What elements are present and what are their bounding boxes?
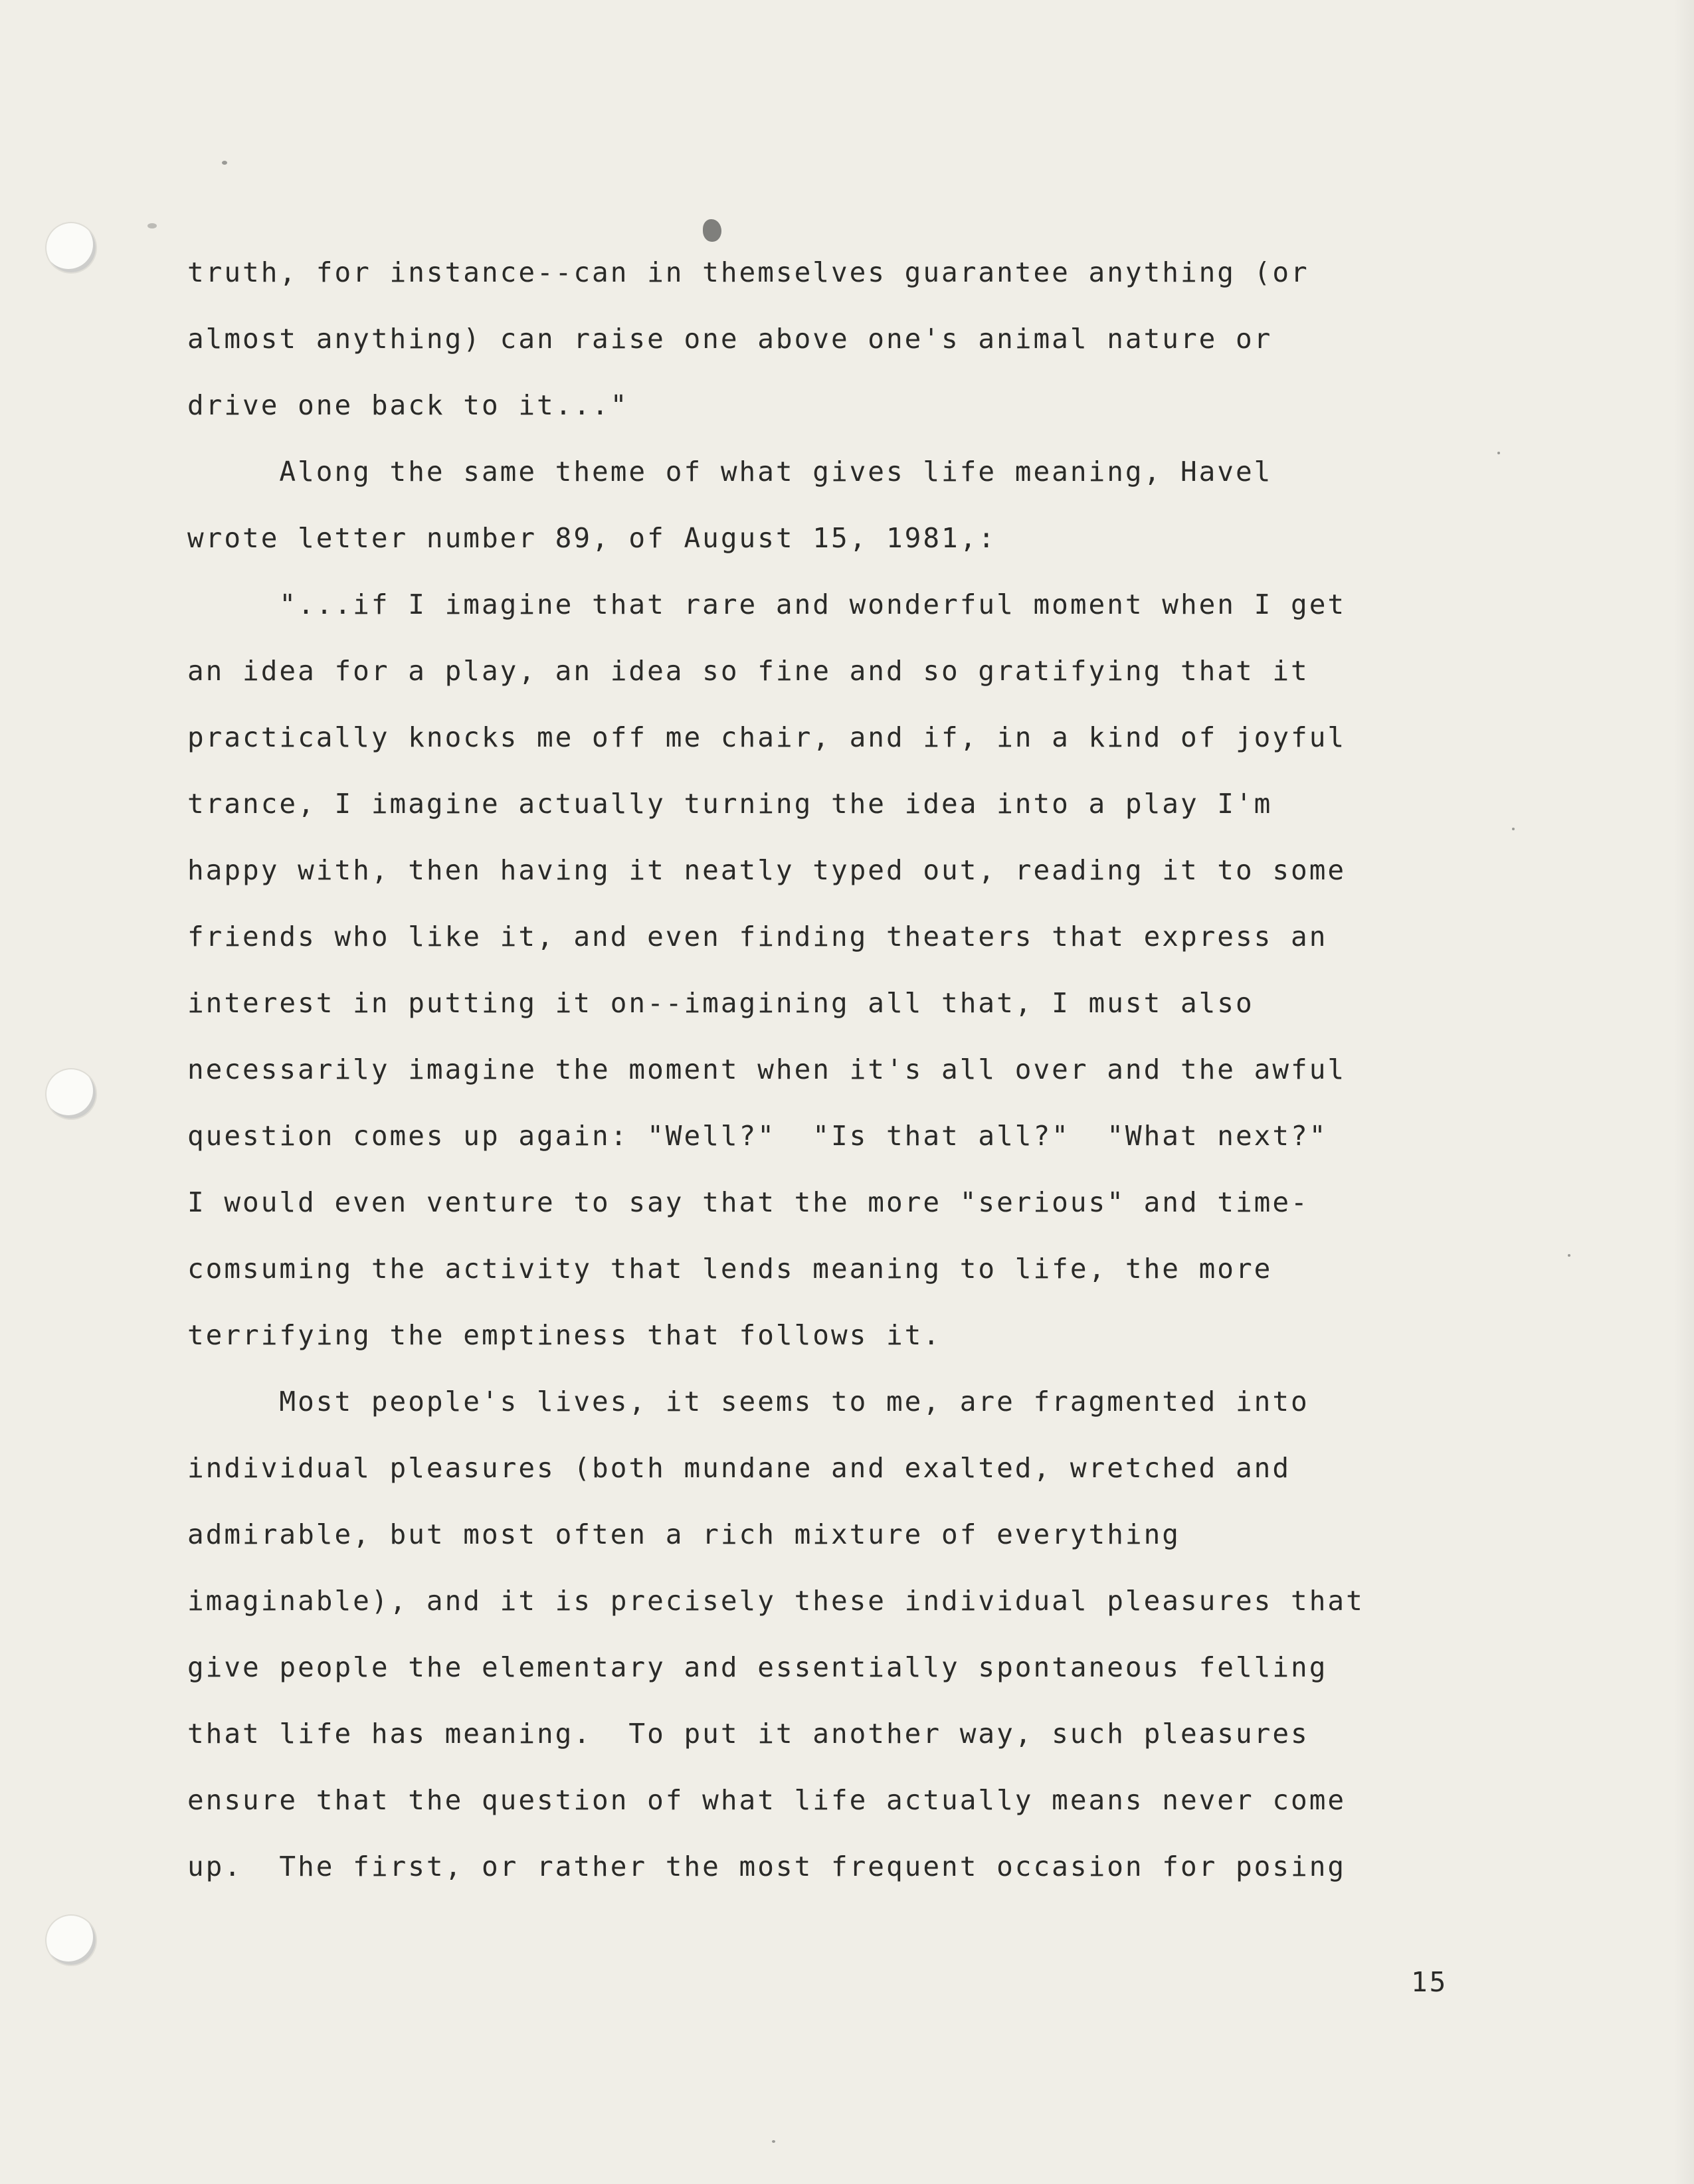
text-line: question comes up again: "Well?" "Is that all?" "What next?": [187, 1120, 1328, 1152]
text-line: "...if I imagine that rare and wonderful moment when I get: [187, 589, 1347, 620]
binder-hole-middle: [47, 1069, 96, 1119]
text-line: Most people's lives, it seems to me, are fragmented into: [187, 1386, 1309, 1417]
paper-speck: [222, 161, 227, 165]
text-line: happy with, then having it neatly typed out, reading it to some: [187, 854, 1347, 886]
text-line: up. The first, or rather the most frequent occasion for posing: [187, 1851, 1347, 1882]
binder-hole-top: [47, 223, 96, 272]
text-line: I would even venture to say that the more "serious" and time-: [187, 1186, 1309, 1218]
text-line: Along the same theme of what gives life meaning, Havel: [187, 456, 1273, 488]
page-number: 15: [1411, 1966, 1448, 1998]
paper-speck: [147, 223, 157, 228]
text-line: wrote letter number 89, of August 15, 1981,:: [187, 522, 997, 554]
paper-speck: [772, 2140, 775, 2143]
text-line: terrifying the emptiness that follows it.: [187, 1319, 942, 1351]
text-line: friends who like it, and even finding theaters that express an: [187, 921, 1328, 953]
text-line: admirable, but most often a rich mixture of everything: [187, 1518, 1180, 1550]
text-line: necessarily imagine the moment when it's all over and the awful: [187, 1053, 1347, 1085]
text-line: that life has meaning. To put it another way, such pleasures: [187, 1718, 1309, 1750]
text-line: almost anything) can raise one above one's animal nature or: [187, 323, 1273, 355]
ink-blot: [703, 219, 721, 242]
text-line: interest in putting it on--imagining all that, I must also: [187, 987, 1254, 1019]
text-line: trance, I imagine actually turning the idea into a play I'm: [187, 788, 1273, 820]
text-line: give people the elementary and essentially spontaneous felling: [187, 1651, 1328, 1683]
paper-speck: [1568, 1254, 1570, 1257]
text-line: imaginable), and it is precisely these individual pleasures that: [187, 1585, 1365, 1617]
text-line: comsuming the activity that lends meaning to life, the more: [187, 1253, 1273, 1285]
binder-hole-bottom: [47, 1916, 96, 1965]
text-line: an idea for a play, an idea so fine and so gratifying that it: [187, 655, 1309, 687]
text-line: practically knocks me off me chair, and if, in a kind of joyful: [187, 721, 1347, 753]
text-line: individual pleasures (both mundane and exalted, wretched and: [187, 1452, 1291, 1484]
text-line: drive one back to it...": [187, 389, 629, 421]
text-line: truth, for instance--can in themselves guarantee anything (or: [187, 256, 1309, 288]
text-line: ensure that the question of what life actually means never come: [187, 1784, 1347, 1816]
typed-text-body: [187, 239, 1516, 1900]
page-edge-shadow: [1674, 0, 1694, 2184]
